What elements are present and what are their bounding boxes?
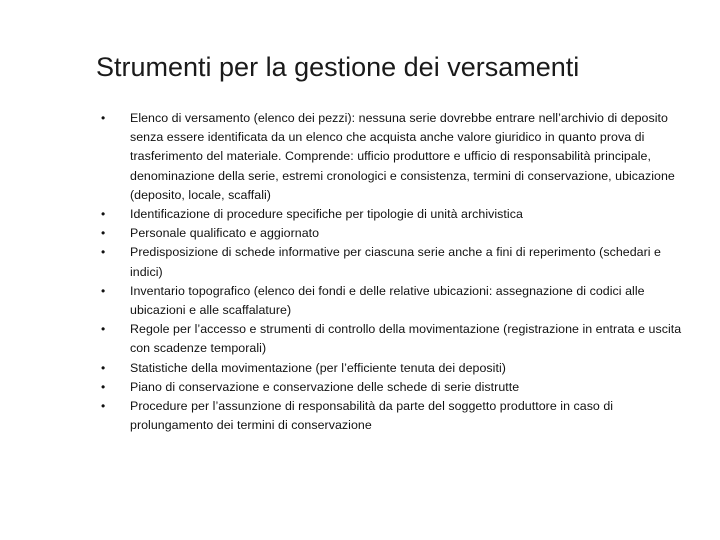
- list-item: [98, 243, 690, 281]
- bullet-icon: •: [101, 245, 106, 260]
- bullet-icon: •: [101, 379, 106, 394]
- bullet-icon: •: [101, 322, 106, 337]
- list-item: [98, 359, 690, 378]
- list-item: [98, 397, 690, 435]
- list-item: [98, 205, 690, 224]
- list-item: [98, 109, 690, 205]
- slide-title: Strumenti per la gestione dei versamenti: [96, 52, 580, 82]
- list-item-text: Identificazione di procedure specifiche per tipologie di unità archivistica: [130, 207, 523, 222]
- list-item: [98, 224, 690, 243]
- list-item-text: Regole per l’accesso e strumenti di controllo della movimentazione (registrazione in entrata e uscita con scadenze temporali): [130, 322, 682, 356]
- list-item: [98, 378, 690, 397]
- bullet-icon: •: [101, 207, 106, 222]
- list-item: [98, 320, 690, 358]
- bullet-icon: •: [101, 283, 106, 298]
- list-item-text: Predisposizione di schede informative per ciascuna serie anche a fini di reperimento (schedari e indici): [130, 245, 661, 279]
- bullet-list: [98, 109, 690, 435]
- list-item: [98, 282, 690, 320]
- list-item-text: Inventario topografico (elenco dei fondi e delle relative ubicazioni: assegnazione di codici alle ubicazioni e alle scaffalature): [130, 283, 645, 318]
- list-item-text: Statistiche della movimentazione (per l’efficiente tenuta dei depositi): [130, 360, 506, 375]
- list-item-text: Personale qualificato e aggiornato: [130, 226, 320, 241]
- bullet-icon: •: [101, 226, 106, 241]
- bullet-icon: •: [101, 399, 106, 414]
- bullet-icon: •: [101, 111, 106, 125]
- bullet-icon: •: [101, 360, 106, 375]
- list-item-text: Piano di conservazione e conservazione delle schede di serie distrutte: [130, 379, 520, 394]
- list-item-text: Elenco di versamento (elenco dei pezzi): nessuna serie dovrebbe entrare nell’archivio di deposito senza essere identificata da un elenco che acquista anche valore giuridico in quanto prova di trasferimento del materiale. Comprende: ufficio produttore e ufficio di responsabilità principale, denominazione della serie, estremi cronologici e consistenza, termini di conservazione, ubicazione (deposito, locale, scaffali): [130, 111, 675, 202]
- list-item-text: Procedure per l’assunzione di responsabilità da parte del soggetto produttore in caso di prolungamento dei termini di conservazione: [130, 399, 614, 433]
